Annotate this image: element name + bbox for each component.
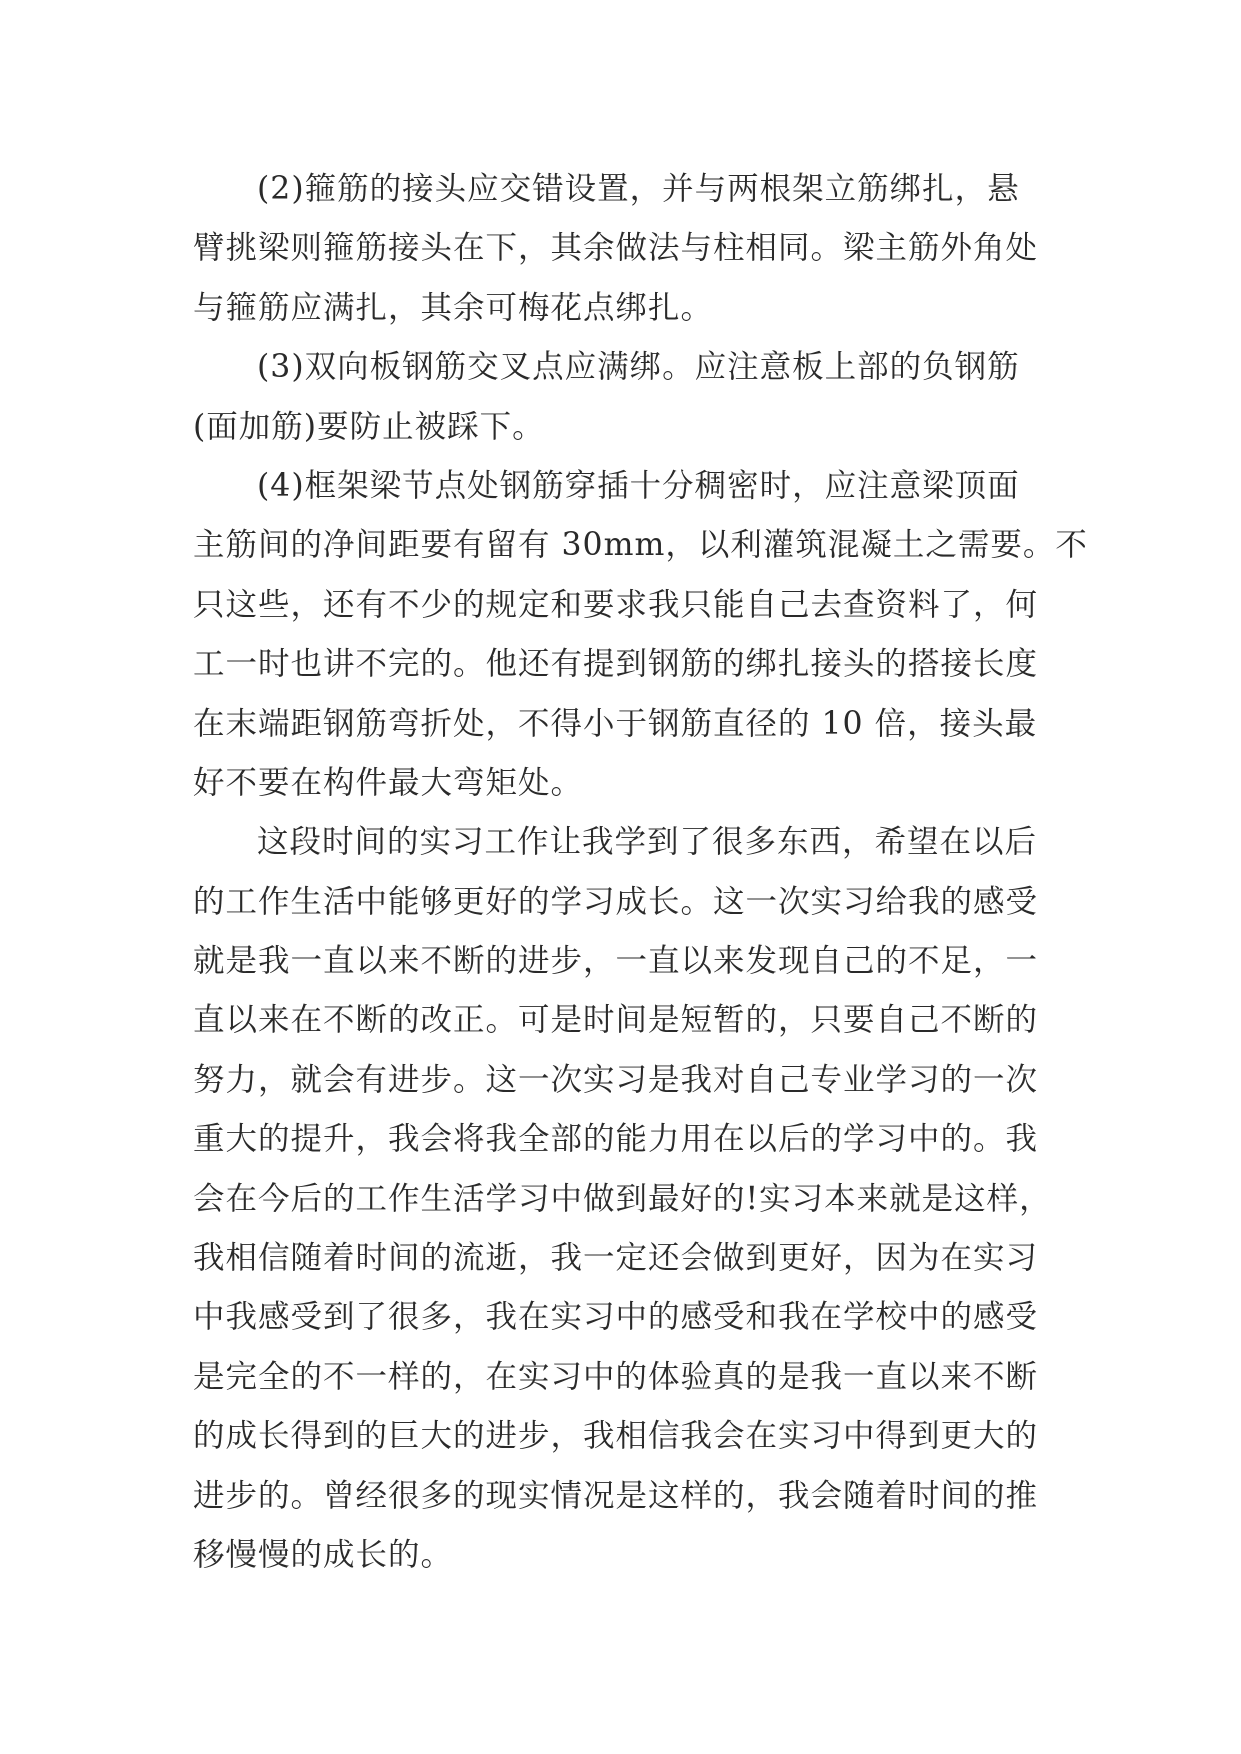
text-line: 直以来在不断的改正。可是时间是短暂的，只要自己不断的 (193, 1002, 1039, 1039)
text-line: 重大的提升，我会将我全部的能力用在以后的学习中的。我 (193, 1121, 1039, 1158)
text-line: 中我感受到了很多，我在实习中的感受和我在学校中的感受 (193, 1299, 1039, 1336)
text-line: 这段时间的实习工作让我学到了很多东西，希望在以后 (257, 824, 1038, 861)
text-line: 的工作生活中能够更好的学习成长。这一次实习给我的感受 (193, 883, 1039, 920)
text-line: (面加筋)要防止被踩下。 (193, 408, 545, 445)
text-line: 与箍筋应满扎，其余可梅花点绑扎。 (193, 289, 714, 326)
text-line: 移慢慢的成长的。 (193, 1536, 454, 1573)
text-line: 努力，就会有进步。这一次实习是我对自己专业学习的一次 (193, 1061, 1039, 1098)
document-body (193, 160, 1088, 1585)
text-line: 我相信随着时间的流逝，我一定还会做到更好，因为在实习 (193, 1240, 1039, 1277)
text-line: 的成长得到的巨大的进步，我相信我会在实习中得到更大的 (193, 1418, 1039, 1455)
text-line: (4)框架梁节点处钢筋穿插十分稠密时，应注意梁顶面 (257, 467, 1020, 504)
text-line: 会在今后的工作生活学习中做到最好的!实习本来就是这样， (193, 1180, 1052, 1217)
text-line: (2)箍筋的接头应交错设置，并与两根架立筋绑扎，悬 (257, 171, 1020, 207)
text-line: 就是我一直以来不断的进步，一直以来发现自己的不足，一 (193, 943, 1039, 980)
text-line: 工一时也讲不完的。他还有提到钢筋的绑扎接头的搭接长度 (193, 646, 1039, 683)
text-line: (3)双向板钢筋交叉点应满绑。应注意板上部的负钢筋 (257, 349, 1020, 386)
text-line: 主筋间的净间距要有留有 30mm，以利灌筑混凝土之需要。不 (193, 527, 1088, 564)
text-line: 好不要在构件最大弯矩处。 (193, 764, 584, 801)
text-line: 进步的。曾经很多的现实情况是这样的，我会随着时间的推 (193, 1477, 1039, 1514)
text-line: 是完全的不一样的，在实习中的体验真的是我一直以来不断 (193, 1358, 1039, 1395)
text-line: 臂挑梁则箍筋接头在下，其余做法与柱相同。梁主筋外角处 (193, 230, 1039, 267)
text-line: 只这些，还有不少的规定和要求我只能自己去查资料了，何 (193, 586, 1039, 623)
text-line: 在末端距钢筋弯折处，不得小于钢筋直径的 10 倍，接头最 (193, 705, 1038, 742)
